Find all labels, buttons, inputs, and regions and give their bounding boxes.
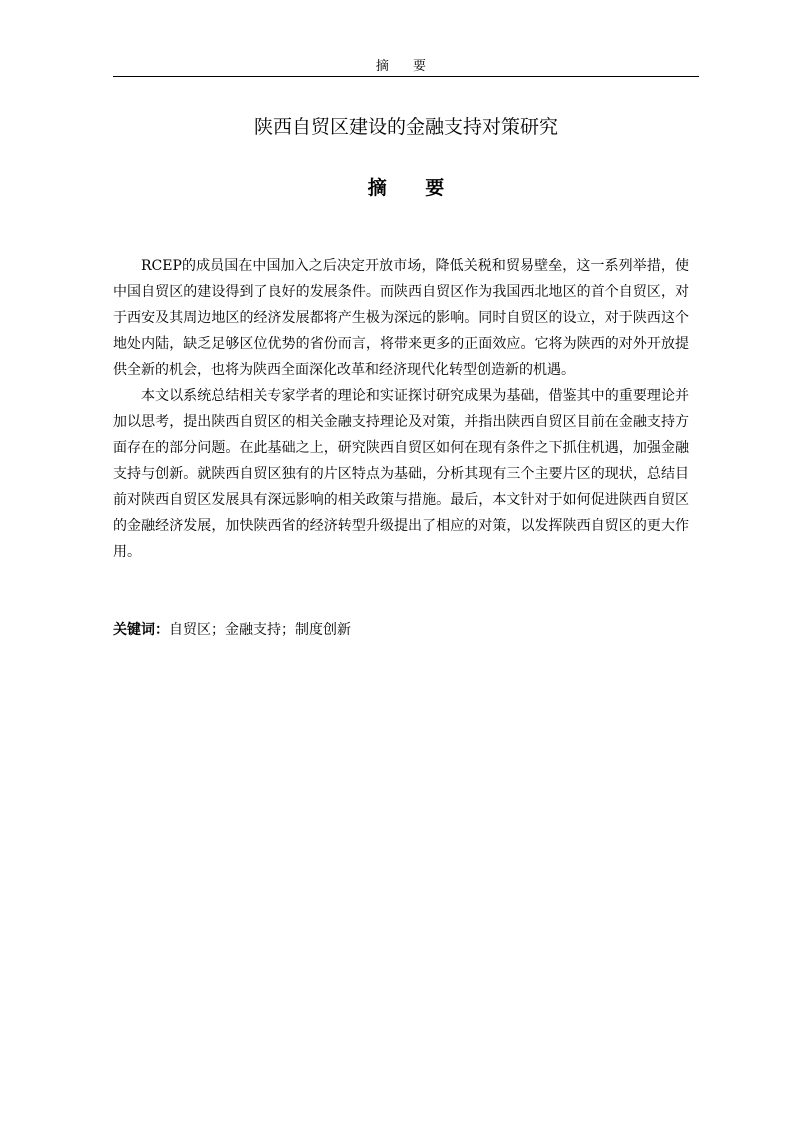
running-header: 摘 要	[375, 59, 437, 74]
abstract-paragraph-1: RCEP的成员国在中国加入之后决定开放市场，降低关税和贸易壁垒，这一系列举措，使中国自贸区的建设得到了良好的发展条件。而陕西自贸区作为我国西北地区的首个自贸区，对于西安及其周边地区的经济发展都将产生极为深远的影响。同时自贸区的设立，对于陕西这个地处内陆，缺乏足够区位优势的省份而言，将带来更多的正面效应。它将为陕西的对外开放提供全新的机会，也将为陕西全面深化改革和经济现代化转型创造新的机遇。	[113, 258, 689, 378]
keywords-label: 关键词：	[113, 622, 169, 638]
header-rule	[113, 76, 699, 77]
abstract-body	[113, 253, 689, 565]
document-title: 陕西自贸区建设的金融支持对策研究	[253, 116, 558, 138]
abstract-heading: 摘 要	[367, 177, 461, 199]
keywords-line	[113, 617, 689, 643]
keywords-value: 自贸区；金融支持；制度创新	[169, 622, 351, 638]
abstract-paragraph-2: 本文以系统总结相关专家学者的理论和实证探讨研究成果为基础，借鉴其中的重要理论并加以思考，提出陕西自贸区的相关金融支持理论及对策，并指出陕西自贸区目前在金融支持方面存在的部分问题。在此基础之上，研究陕西自贸区如何在现有条件之下抓住机遇，加强金融支持与创新。就陕西自贸区独有的片区特点为基础，分析其现有三个主要片区的现状，总结目前对陕西自贸区发展具有深远影响的相关政策与措施。最后，本文针对于如何促进陕西自贸区的金融经济发展，加快陕西省的经济转型升级提出了相应的对策，以发挥陕西自贸区的更大作用。	[113, 388, 689, 560]
